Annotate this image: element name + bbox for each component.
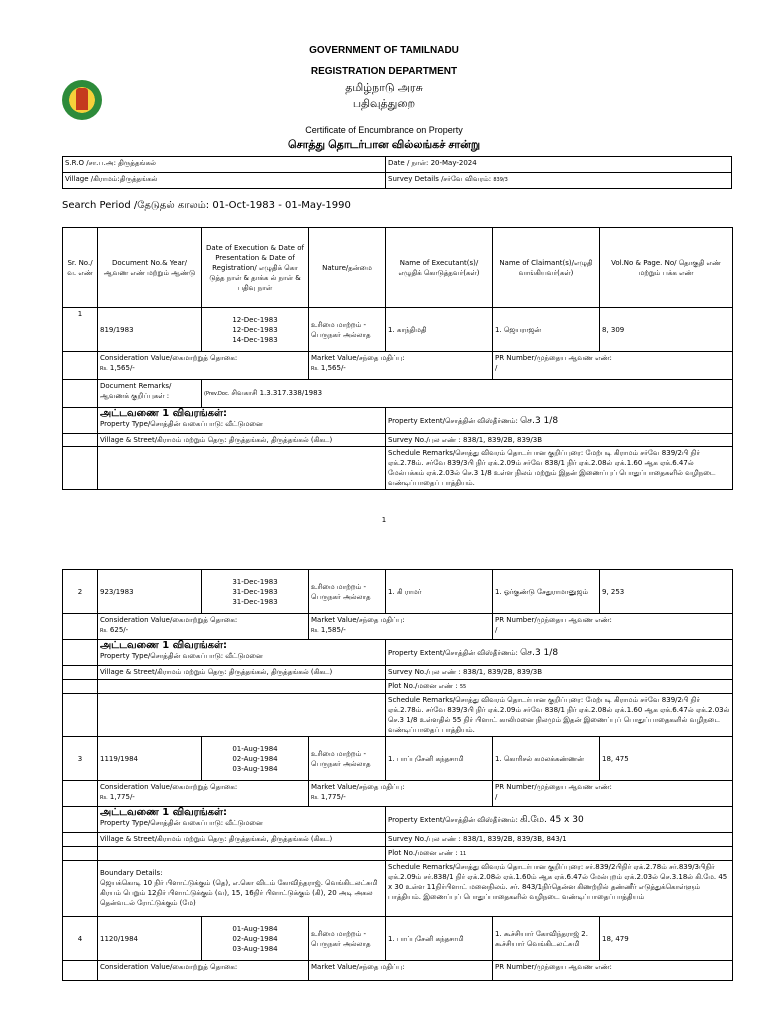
gov-title-ta: தமிழ்நாடு அரசு [345, 82, 423, 94]
col-date: Date of Execution & Date of Presentation & Date of Registration/ எழுதிக் கொ டுத்த நாள் & தாக்க ல் நாள் & பதிவு நாள் [202, 228, 309, 308]
col-nature: Nature/தன்மை [309, 228, 386, 308]
col-sr: Sr. No./ வ. எண் [63, 228, 98, 308]
col-claim: Name of Claimant(s)/எழுதி வாங்கியவர்(கள்) [493, 228, 600, 308]
dept-title-ta: பதிவுத்துறை [352, 98, 416, 110]
encumbrance-table-page2: 2 923/1983 31-Dec-1983 31-Dec-1983 31-Dec-1983 உரிமை மாற்றம் - பெருநகர் அல்லாத 1. கி ராமர் 1. ஓர்குண்டு சேதுராமானுஜம் 9, 253 Consideration Value/கைமாற்றுத் தொகை: Rs. 625/- Market Value/சந்தை மதிப்பு: Rs. 1,585/- PR Number/முந்தைய ஆவண எண்: / அட்டவணை 1 விவரங்கள்: Property Type/சொத்தின் வகைப்பாடு: வீட்டுமனை Property Extent/சொத்தின் விஸ்தீர்ணம்: செ.3 1/8 Village & Street/கிராமம் மற்றும் தெரு: திருத்தங்கல், திருத்தங்கல் (கிகட) Survey No./புல எண் : 838/1, 839/2B, 839/3B Plot No./மனை எண் : 55 Schedule Remarks/சொத்து விவரம் தொடர்பான குறிப்புரை: மேற்படி கிராமம் சர்வே 839/2பி நிர் ஏக்.2.78ம். சர்வே 839/3பி நிர் ஏக்.2.09ம் சர்வே 838/1 நிர் ஏக்.2.08ல் ஏக்.1.60 ஆக ஏக்.6.47ல் ஏக்.2.03ல் செ.3 1/8 உள்ளதில் 55 நிர் பிளாட் காலிமனை நிலமும் இதன் இணைப்புப் பொதுப்பாதைகளில் வழிநடை வண்டிப்பாதைப் பாத்தியம். 3 1119/1984 01-Aug-1984 02-Aug-1984 03-Aug-1984 உரிமை மாற்றம் - பெருநகர் அல்லாத 1. பாப்புசேனி கந்தசாமி 1. கொரிசல் கமலக்கண்ணன் 18, 475 Consideration Value/கைமாற்றுத் தொகை: Rs. 1,775/- Market Value/சந்தை மதிப்பு: Rs. 1,775/- PR Number/முந்தைய ஆவண எண்: / அட்டவணை 1 விவரங்கள்: Property Type/சொத்தின் வகைப்பாடு: வீட்டுமனை Property Extent/சொத்தின் விஸ்தீர்ணம்: கி.மே. 45 x 30 Village & Street/கிராமம் மற்றும் தெரு: திருத்தங்கல், திருத்தங்கல் (கிகட) Survey No./புல எண் : 838/1, 839/2B, 839/3B, 843/1 Plot No./மனை எண் : 11 Boundary Details: ஜெயக்கொடி 10 நிர் பிளாட்டுக்கும் (தெ), எ.கொ விடம் கோவிந்தராஜ். வெங்கிடலட்சுமி கிரயம் பெறும் 12நிர் பிளாட்டுக்கும் (வ), 15, 16நிர் பிளாட்டுக்கும் (கி), 20 அடி அகல தென்வடல் ரோட்டுக்கும் (மே) Schedule Remarks/சொத்து விவரம் தொடர்பான குறிப்புரை: சர்.839/2பிநிர் ஏக்.2.78ம் சர்.839/3பிநிர் ஏக்.2.09ம் சர்.838/1 நிர் ஏக்.2.08ல் ஏக்.1.60ம் ஆக ஏக்.6.47ல் மேல்புறம் ஏக்.2.03ல் செ.3.18ல் கி.மே. 45 x 30 உள்ள 11நிர்பிளாட் மனைநிலம். சர். 843/1நிர்தென்ன கிணற்றில் தண்ணீர் எடுத்துக்கொள்ளும் பாத்தியம். இணைப்புப் பொதுப்பாதைகளில் வழிநடை வண்டிப்பாதைப்பாத்தியம் 4 1120/1984 01-Aug-1984 02-Aug-1984 03-Aug-1984 உரிமை மாற்றம் - பெருநகர் அல்லாத 1. பாப்புசேனி கந்தசாமி 1. கூச்சியார் கோவிந்தராஜ் 2. கூச்சியார் வெங்கிடலட்சுமி 18, 479 Consideration Value/கைமாற்றுத் தொகை: Market Value/சந்தை மதிப்பு: PR Number/முந்தைய ஆவண எண்: [62, 569, 733, 981]
table-row: 1 819/1983 12-Dec-1983 12-Dec-1983 14-Dec-1983 உரிமை மாற்றம் - பெருநகர் அல்லாத 1. காந்திமதி 1. ஜெயராஜன் 8, 309 [63, 308, 733, 352]
encumbrance-table-page1: Sr. No./ வ. எண் Document No.& Year/ ஆவண எண் மற்றும் ஆண்டு Date of Execution & Date of Presentation & Date of Registration/ எழுதிக் கொ டுத்த நாள் & தாக்க ல் நாள் & பதிவு நாள் Nature/தன்மை Name of Executant(s)/ எழுதிக் கொடுத்தவர்(கள்) Name of Claimant(s)/எழுதி வாங்கியவர்(கள்) Vol.No & Page. No/ தொகுதி எண் மற்றும் பக்க எண் 1 819/1983 12-Dec-1983 12-Dec-1983 14-Dec-1983 உரிமை மாற்றம் - பெருநகர் அல்லாத 1. காந்திமதி 1. ஜெயராஜன் 8, 309 Consideration Value/கைமாற்றுத் தொகை: Rs. 1,565/- Market Value/சந்தை மதிப்பு: Rs. 1,565/- PR Number/முந்தைய ஆவண எண்: / Document Remarks/ ஆவணக் குறிப்புகள் : (Prev.Doc. சிவகாசி 1.3.317.338/1983 அட்டவணை 1 விவரங்கள்: Property Type/சொத்தின் வகைப்பாடு: வீட்டுமனை Property Extent/சொத்தின் விஸ்தீர்ணம்: செ.3 1/8 Village & Street/கிராமம் மற்றும் தெரு: திருத்தங்கல், திருத்தங்கல் (கிகட) Survey No./புல எண் : 838/1, 839/2B, 839/3B Schedule Remarks/சொத்து விவரம் தொடர்பான குறிப்புரை: மேற்படி கிராமம் சர்வே 839/2பி நிர் ஏக்.2.78ம். சர்வே 839/3பி நிர் ஏக்.2.09ம் சர்வே 838/1 நிர் ஏக்.2.08ல் ஏக்.1.60 ஆக ஏக்.6.47ல் மேல்பக்கம் ஏக்.2.03ல் செ.3 1/8 உள்ள நிலம் மற்றும் இதன் இணைப்புப் பொதுப்பாதைகளில் வழிநடை வண்டிப்பாதைப் பாத்தியம். [62, 227, 733, 490]
col-doc: Document No.& Year/ ஆவண எண் மற்றும் ஆண்டு [98, 228, 202, 308]
col-exec: Name of Executant(s)/ எழுதிக் கொடுத்தவர்(கள்) [386, 228, 493, 308]
col-vol: Vol.No & Page. No/ தொகுதி எண் மற்றும் பக்க எண் [600, 228, 733, 308]
survey-cell: Survey Details /சர்வே விவரம்: 839/3 [386, 173, 732, 189]
village-cell: Village /கிராமம்:திருத்தங்கல் [63, 173, 386, 189]
table-row: 2 923/1983 31-Dec-1983 31-Dec-1983 31-Dec-1983 உரிமை மாற்றம் - பெருநகர் அல்லாத 1. கி ராமர் 1. ஓர்குண்டு சேதுராமானுஜம் 9, 253 [63, 570, 733, 614]
cert-title: Certificate of Encumbrance on Property [305, 125, 463, 135]
date-cell: Date / நாள்: 20-May-2024 [386, 157, 732, 173]
cert-title-ta: சொத்து தொடர்பான வில்லங்கச் சான்று [287, 139, 481, 151]
table-row: 3 1119/1984 01-Aug-1984 02-Aug-1984 03-Aug-1984 உரிமை மாற்றம் - பெருநகர் அல்லாத 1. பாப்புசேனி கந்தசாமி 1. கொரிசல் கமலக்கண்ணன் 18, 475 [63, 737, 733, 781]
gov-title: GOVERNMENT OF TAMILNADU [309, 45, 459, 56]
page-number: 1 [381, 516, 387, 524]
search-period: Search Period /தேடுதல் காலம்: 01-Oct-1983 - 01-May-1990 [62, 200, 351, 211]
sro-cell: S.R.O /சா.ப.அ: திருத்தங்கல் [63, 157, 386, 173]
dept-title: REGISTRATION DEPARTMENT [310, 66, 458, 77]
info-table [62, 156, 732, 189]
table-row: 4 1120/1984 01-Aug-1984 02-Aug-1984 03-Aug-1984 உரிமை மாற்றம் - பெருநகர் அல்லாத 1. பாப்புசேனி கந்தசாமி 1. கூச்சியார் கோவிந்தராஜ் 2. கூச்சியார் வெங்கிடலட்சுமி 18, 479 [63, 917, 733, 961]
